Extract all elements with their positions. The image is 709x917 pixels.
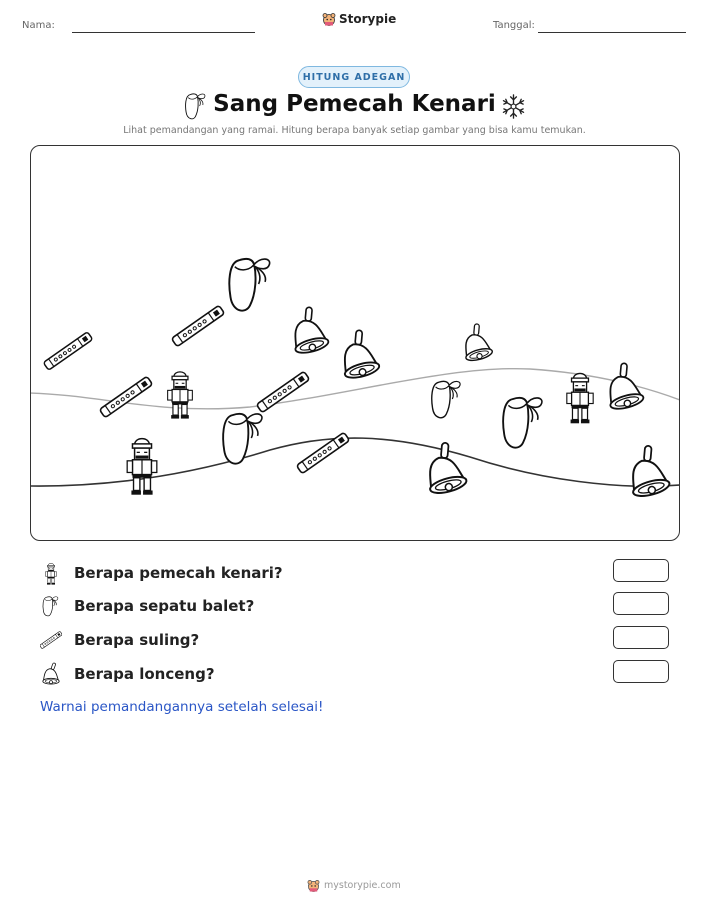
question-row-flute	[40, 626, 199, 654]
scene-flute-3	[99, 376, 152, 417]
scene-nutcracker-1	[167, 371, 192, 418]
scene-shoe-1	[229, 258, 269, 310]
brand-logo	[322, 12, 396, 26]
scene-flute-5	[296, 432, 349, 473]
question-text: Berapa suling?	[74, 631, 200, 649]
question-text: Berapa sepatu balet?	[74, 597, 255, 615]
scene-bell-2	[334, 326, 380, 380]
scene-shoe-4	[503, 397, 542, 447]
answer-box-bell[interactable]	[613, 660, 669, 683]
scene-bell-5	[419, 439, 468, 496]
scene-shoe-3	[431, 381, 459, 417]
scene-flute-1	[43, 331, 92, 369]
answer-box-ballet-shoe[interactable]	[613, 592, 669, 615]
scene-flute-4	[256, 371, 309, 412]
scene-bell-1	[285, 303, 329, 355]
answer-box-flute[interactable]	[613, 626, 669, 649]
footer	[307, 879, 401, 892]
question-text: Berapa pemecah kenari?	[74, 564, 283, 582]
question-text: Berapa lonceng?	[74, 665, 215, 683]
scene-flute-2	[171, 305, 224, 346]
storypie-footer-icon	[307, 879, 320, 892]
scene-bell-6	[622, 442, 671, 499]
instructions-subtitle: Lihat pemandangan yang ramai. Hitung berapa banyak setiap gambar yang bisa kamu temukan.	[123, 125, 586, 136]
activity-badge: HITUNG ADEGAN	[298, 66, 410, 88]
answer-box-nutcracker[interactable]	[613, 559, 669, 582]
date-label: Tanggal:	[493, 20, 535, 31]
bell-icon	[40, 662, 62, 686]
scene-bell-4	[600, 359, 644, 411]
scene-drawing	[30, 145, 680, 541]
coloring-instruction: Warnai pemandangannya setelah selesai!	[40, 699, 324, 715]
name-line[interactable]	[72, 32, 255, 33]
question-row-bell	[40, 660, 215, 688]
brand-name: Storypie	[339, 12, 397, 26]
scene-nutcracker-2	[127, 438, 157, 494]
ballet-shoe-icon	[40, 594, 62, 618]
flute-icon	[40, 628, 62, 652]
name-label: Nama:	[22, 20, 55, 31]
scene-bell-3	[457, 321, 493, 363]
storypie-logo-icon	[322, 12, 336, 26]
footer-url[interactable]: mystorypie.com	[324, 880, 401, 891]
scene-shoe-2	[223, 413, 262, 463]
counting-scene	[30, 145, 680, 541]
page-title: Sang Pemecah Kenari	[213, 91, 496, 117]
nutcracker-icon	[40, 561, 62, 585]
question-row-nutcracker	[40, 559, 283, 587]
date-line[interactable]	[538, 32, 686, 33]
snowflake-icon	[500, 93, 527, 120]
scene-nutcracker-3	[566, 373, 592, 423]
question-row-ballet-shoe	[40, 592, 254, 620]
